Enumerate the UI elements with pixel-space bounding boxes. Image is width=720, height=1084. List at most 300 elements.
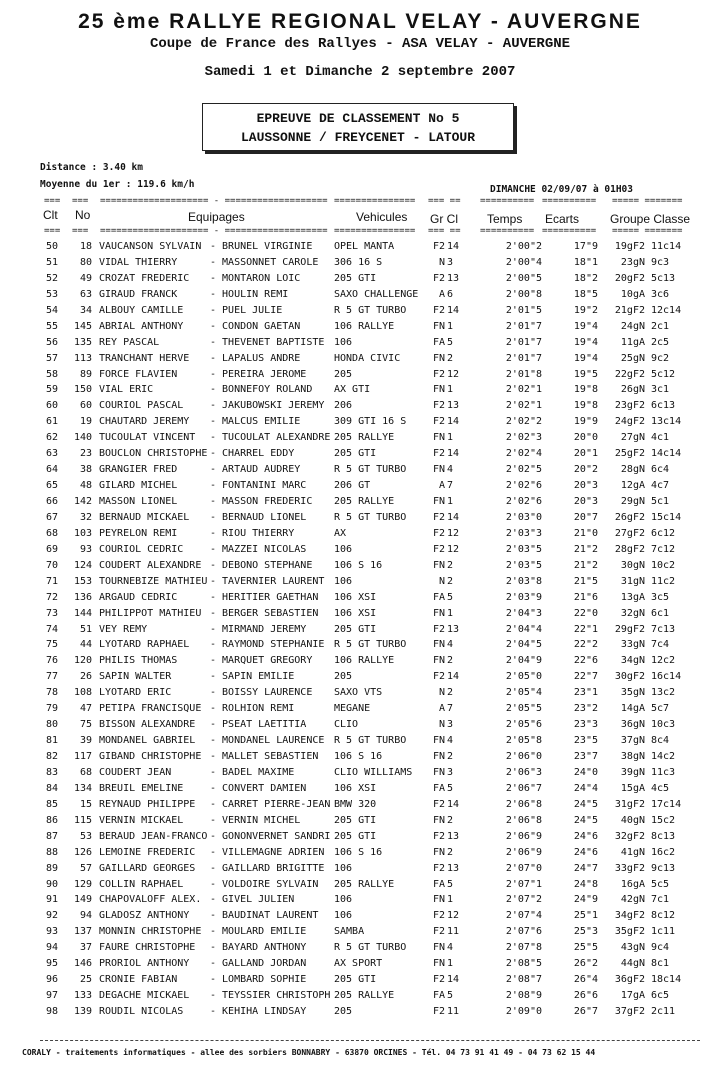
class-rank: 6c1	[651, 607, 670, 619]
class: 14	[447, 511, 460, 523]
class-rank: 4c7	[651, 480, 670, 492]
rank: 50	[46, 241, 59, 252]
rank: 87	[46, 830, 59, 842]
driver-name: CROZAT FREDERIC	[99, 272, 190, 284]
table-row	[0, 798, 720, 814]
gap-to-leader: 20"7	[573, 511, 598, 523]
gap-to-leader: 24"4	[573, 782, 598, 794]
class-rank: 5c13	[651, 272, 676, 284]
class-rank: 3c1	[651, 384, 670, 396]
driver-name: PEYRELON REMI	[99, 527, 178, 539]
group: FA	[432, 990, 445, 1002]
group-rank: 34gN	[620, 655, 645, 667]
class-rank: 9c4	[651, 942, 670, 954]
underline-time-2: ==========	[480, 226, 535, 236]
car-number: 124	[73, 559, 92, 571]
car-number: 120	[73, 655, 92, 667]
class-rank: 9c2	[651, 352, 670, 364]
stage-number: EPREUVE DE CLASSEMENT No 5	[256, 111, 460, 126]
table-row	[0, 256, 720, 272]
underline-clt-2: ===	[44, 226, 61, 236]
driver-name: BOUCLON CHRISTOPHE	[99, 448, 208, 460]
car-number: 134	[73, 782, 92, 794]
car-number: 47	[79, 703, 92, 715]
stage-distance: Distance : 3.40 km	[40, 162, 143, 173]
table-row	[0, 925, 720, 941]
table-row	[0, 543, 720, 559]
class: 3	[447, 719, 454, 731]
driver-name: FORCE FLAVIEN	[99, 368, 178, 380]
table-row	[0, 607, 720, 623]
driver-name: BISSON ALEXANDRE	[99, 719, 196, 731]
group: F2	[432, 798, 445, 810]
gap-to-leader: 18"1	[573, 256, 598, 268]
rank: 62	[46, 432, 59, 444]
driver-name: GRANGIER FRED	[99, 464, 178, 476]
gap-to-leader: 24"6	[573, 846, 598, 858]
table-row	[0, 766, 720, 782]
vehicle: 106 S 16	[334, 559, 383, 571]
gap-to-leader: 22"2	[573, 639, 598, 651]
gap-to-leader: 20"2	[573, 464, 598, 476]
driver-name: VAUCANSON SYLVAIN	[99, 241, 202, 252]
class: 11	[447, 1006, 460, 1017]
codriver-name: - GALLAND JORDAN	[210, 958, 307, 970]
rank: 52	[46, 272, 59, 284]
car-number: 48	[79, 480, 92, 492]
car-number: 89	[79, 368, 92, 380]
codriver-name: - MOULARD EMILIE	[210, 926, 307, 938]
gap-to-leader: 25"3	[573, 926, 598, 938]
car-number: 144	[73, 607, 92, 619]
group: FN	[432, 639, 445, 651]
class: 5	[447, 591, 454, 603]
driver-name: GLADOSZ ANTHONY	[99, 910, 190, 922]
driver-name: LEMOINE FREDERIC	[99, 846, 196, 858]
group-rank: 31gN	[620, 575, 645, 587]
driver-name: TOURNEBIZE MATHIEU	[99, 575, 208, 587]
stage-time: 2'06"0	[505, 751, 542, 762]
group-rank: 14gA	[620, 703, 645, 715]
gap-to-leader: 22"7	[573, 671, 598, 683]
rank: 66	[46, 496, 59, 507]
results-table	[0, 240, 720, 1021]
vehicle: R 5 GT TURBO	[334, 464, 407, 476]
car-number: 49	[79, 272, 92, 284]
rank: 77	[46, 671, 59, 683]
gap-to-leader: 23"1	[573, 687, 598, 699]
stage-time: 2'03"3	[505, 527, 542, 539]
vehicle: SAXO VTS	[334, 687, 383, 699]
class: 4	[447, 942, 454, 954]
group: F2	[432, 368, 445, 380]
group: FA	[432, 336, 445, 348]
rank: 69	[46, 543, 59, 555]
vehicle: CLIO	[334, 719, 359, 731]
car-number: 57	[79, 862, 92, 874]
group-rank: 12gA	[620, 480, 645, 492]
group-rank: 35gN	[620, 687, 645, 699]
group-rank: 19gF2	[614, 241, 645, 252]
rank: 91	[46, 894, 59, 906]
gap-to-leader: 26"2	[573, 958, 598, 970]
rank: 82	[46, 751, 59, 762]
class: 4	[447, 464, 454, 476]
group-rank: 16gA	[620, 878, 645, 890]
group-rank: 23gN	[620, 256, 645, 268]
stage-time: 2'00"2	[505, 241, 542, 252]
group-rank: 40gN	[620, 814, 645, 826]
stage-time: 2'04"4	[505, 623, 542, 635]
stage-time: 2'03"5	[505, 559, 542, 571]
group: F2	[432, 974, 445, 986]
class: 12	[447, 543, 460, 555]
codriver-name: - BERGER SEBASTIEN	[210, 607, 319, 619]
class: 6	[447, 288, 454, 300]
stage-time: 2'06"9	[505, 830, 542, 842]
vehicle: 106	[334, 894, 353, 906]
car-number: 75	[79, 719, 92, 731]
car-number: 146	[73, 958, 92, 970]
group: F2	[432, 862, 445, 874]
group-rank: 22gF2	[614, 368, 645, 380]
driver-name: TRANCHANT HERVE	[99, 352, 190, 364]
class: 14	[447, 448, 460, 460]
stage-time: 2'05"5	[505, 703, 542, 715]
class-rank: 13c2	[651, 687, 676, 699]
group-rank: 36gF2	[614, 974, 645, 986]
class-rank: 17c14	[651, 798, 682, 810]
table-row	[0, 352, 720, 368]
group-rank: 13gA	[620, 591, 645, 603]
group: A	[438, 288, 445, 300]
stage-time: 2'07"1	[505, 878, 542, 890]
car-number: 63	[79, 288, 92, 300]
vehicle: AX SPORT	[334, 958, 383, 970]
codriver-name: - SAPIN EMILIE	[210, 671, 295, 683]
group: N	[438, 687, 445, 699]
class: 2	[447, 352, 454, 364]
codriver-name: - ROLHION REMI	[210, 703, 295, 715]
class: 3	[447, 256, 454, 268]
stage-box	[202, 103, 514, 151]
vehicle: 206 GT	[334, 480, 371, 492]
class: 11	[447, 926, 460, 938]
stage-time: 2'05"4	[505, 687, 542, 699]
table-row	[0, 240, 720, 256]
gap-to-leader: 20"0	[573, 432, 598, 444]
vehicle: BMW 320	[334, 798, 377, 810]
table-row	[0, 718, 720, 734]
group: F2	[432, 527, 445, 539]
header-time: Temps	[487, 212, 523, 226]
gap-to-leader: 18"5	[573, 288, 598, 300]
driver-name: LYOTARD RAPHAEL	[99, 639, 190, 651]
codriver-name: - PEREIRA JEROME	[210, 368, 307, 380]
gap-to-leader: 21"5	[573, 575, 598, 587]
codriver-name: - CONVERT DAMIEN	[210, 782, 307, 794]
gap-to-leader: 21"2	[573, 543, 598, 555]
codriver-name: - BERNAUD LIONEL	[210, 511, 307, 523]
vehicle: R 5 GT TURBO	[334, 639, 407, 651]
stage-time: 2'02"6	[505, 480, 542, 492]
car-number: 117	[73, 751, 92, 762]
group: N	[438, 575, 445, 587]
rank: 72	[46, 591, 59, 603]
class: 5	[447, 990, 454, 1002]
class: 2	[447, 751, 454, 762]
codriver-name: - GONONVERNET SANDRI	[210, 830, 331, 842]
table-row	[0, 368, 720, 384]
codriver-name: - VERNIN MICHEL	[210, 814, 301, 826]
class-rank: 18c14	[651, 974, 682, 986]
gap-to-leader: 19"5	[573, 368, 598, 380]
car-number: 15	[79, 798, 92, 810]
class-rank: 4c5	[651, 782, 670, 794]
group: FN	[432, 496, 445, 507]
car-number: 68	[79, 766, 92, 778]
group: FN	[432, 655, 445, 667]
table-row	[0, 670, 720, 686]
car-number: 108	[73, 687, 92, 699]
group: F2	[432, 543, 445, 555]
class-rank: 3c5	[651, 591, 670, 603]
group: FN	[432, 320, 445, 332]
vehicle: 205 RALLYE	[334, 878, 395, 890]
class: 14	[447, 974, 460, 986]
class: 13	[447, 400, 460, 412]
driver-name: COURIOL CEDRIC	[99, 543, 184, 555]
table-row	[0, 447, 720, 463]
group-rank: 27gF2	[614, 527, 645, 539]
table-row	[0, 638, 720, 654]
class: 3	[447, 766, 454, 778]
rank: 74	[46, 623, 59, 635]
group: FN	[432, 464, 445, 476]
stage-time: 2'06"8	[505, 798, 542, 810]
rank: 86	[46, 814, 59, 826]
vehicle: 205	[334, 671, 353, 683]
driver-name: VIAL ERIC	[99, 384, 154, 396]
header-crews: Equipages	[188, 210, 245, 224]
car-number: 39	[79, 735, 92, 747]
class-rank: 13c14	[651, 416, 682, 428]
gap-to-leader: 19"4	[573, 336, 598, 348]
codriver-name: - PSEAT LAETITIA	[210, 719, 307, 731]
driver-name: GIBAND CHRISTOPHE	[99, 751, 202, 762]
rank: 96	[46, 974, 59, 986]
codriver-name: - BAUDINAT LAURENT	[210, 910, 319, 922]
gap-to-leader: 21"2	[573, 559, 598, 571]
gap-to-leader: 20"1	[573, 448, 598, 460]
driver-name: VIDAL THIERRY	[99, 256, 178, 268]
group: FN	[432, 846, 445, 858]
class: 5	[447, 878, 454, 890]
stage-time: 2'06"9	[505, 846, 542, 858]
class-rank: 15c14	[651, 511, 682, 523]
group: FA	[432, 878, 445, 890]
driver-name: MONNIN CHRISTOPHE	[99, 926, 202, 938]
underline-grcl: === ==	[428, 196, 461, 206]
event-dates: Samedi 1 et Dimanche 2 septembre 2007	[204, 64, 516, 80]
group: F2	[432, 511, 445, 523]
rank: 53	[46, 288, 59, 300]
vehicle: 106	[334, 575, 353, 587]
vehicle: 106	[334, 543, 353, 555]
driver-name: REY PASCAL	[99, 336, 160, 348]
table-row	[0, 893, 720, 909]
rank: 67	[46, 511, 59, 523]
group-rank: 34gF2	[614, 910, 645, 922]
class: 2	[447, 814, 454, 826]
rank: 97	[46, 990, 59, 1002]
stage-time: 2'02"2	[505, 416, 542, 428]
gap-to-leader: 19"4	[573, 352, 598, 364]
results-timestamp: DIMANCHE 02/09/07 à 01H03	[490, 184, 633, 195]
car-number: 140	[73, 432, 92, 444]
class-rank: 15c2	[651, 814, 676, 826]
group-rank: 26gF2	[614, 511, 645, 523]
driver-name: CRONIE FABIAN	[99, 974, 178, 986]
car-number: 135	[73, 336, 92, 348]
rank: 68	[46, 527, 59, 539]
group: F2	[432, 304, 445, 316]
vehicle: 106	[334, 336, 353, 348]
gap-to-leader: 25"1	[573, 910, 598, 922]
rank: 61	[46, 416, 59, 428]
car-number: 145	[73, 320, 92, 332]
class-rank: 14c2	[651, 751, 676, 762]
gap-to-leader: 18"2	[573, 272, 598, 284]
vehicle: 205 GTI	[334, 448, 377, 460]
stage-time: 2'04"3	[505, 607, 542, 619]
gap-to-leader: 21"0	[573, 527, 598, 539]
vehicle: R 5 GT TURBO	[334, 304, 407, 316]
underline-clt: ===	[44, 196, 61, 206]
group: FN	[432, 894, 445, 906]
group: FN	[432, 384, 445, 396]
class-rank: 16c14	[651, 671, 682, 683]
class: 2	[447, 655, 454, 667]
driver-name: DEGACHE MICKAEL	[99, 990, 190, 1002]
codriver-name: - FONTANINI MARC	[210, 480, 307, 492]
class: 2	[447, 687, 454, 699]
class: 1	[447, 432, 454, 444]
group: N	[438, 719, 445, 731]
rank: 75	[46, 639, 59, 651]
class: 14	[447, 416, 460, 428]
stage-time: 2'01"7	[505, 336, 542, 348]
stage-time: 2'08"5	[505, 958, 542, 970]
table-row	[0, 399, 720, 415]
group: FN	[432, 559, 445, 571]
codriver-name: - VILLEMAGNE ADRIEN	[210, 846, 325, 858]
class-rank: 7c12	[651, 543, 676, 555]
stage-time: 2'02"6	[505, 496, 542, 507]
vehicle: 309 GTI 16 S	[334, 416, 407, 428]
group-rank: 24gN	[620, 320, 645, 332]
table-row	[0, 431, 720, 447]
class-rank: 1c11	[651, 926, 676, 938]
class-rank: 5c7	[651, 703, 670, 715]
footer-divider	[40, 1040, 700, 1041]
table-row	[0, 320, 720, 336]
gap-to-leader: 21"6	[573, 591, 598, 603]
car-number: 44	[79, 639, 92, 651]
group: F2	[432, 416, 445, 428]
codriver-name: - LAPALUS ANDRE	[210, 352, 301, 364]
header-gr-cl: Gr Cl	[430, 212, 458, 226]
class: 1	[447, 607, 454, 619]
rank: 89	[46, 862, 59, 874]
car-number: 19	[79, 416, 92, 428]
group: FN	[432, 814, 445, 826]
stage-time: 2'02"4	[505, 448, 542, 460]
rank: 92	[46, 910, 59, 922]
codriver-name: - BOISSY LAURENCE	[210, 687, 313, 699]
driver-name: CHAPOVALOFF ALEX.	[99, 894, 202, 906]
group-rank: 24gF2	[614, 416, 645, 428]
rank: 94	[46, 942, 59, 954]
table-row	[0, 957, 720, 973]
underline-gap-2: ==========	[542, 226, 597, 236]
vehicle: 106 S 16	[334, 846, 383, 858]
codriver-name: - CHARREL EDDY	[210, 448, 295, 460]
driver-name: PHILIPPOT MATHIEU	[99, 607, 202, 619]
stage-time: 2'05"6	[505, 719, 542, 731]
class-rank: 3c6	[651, 288, 670, 300]
stage-time: 2'03"8	[505, 575, 542, 587]
rank: 71	[46, 575, 59, 587]
vehicle: 205 RALLYE	[334, 496, 395, 507]
table-row	[0, 336, 720, 352]
table-row	[0, 846, 720, 862]
car-number: 25	[79, 974, 92, 986]
group: F2	[432, 671, 445, 683]
header-gap: Ecarts	[545, 212, 580, 226]
group-rank: 44gN	[620, 958, 645, 970]
class-rank: 8c12	[651, 910, 676, 922]
codriver-name: - BRUNEL VIRGINIE	[210, 241, 313, 252]
car-number: 103	[73, 527, 92, 539]
codriver-name: - DEBONO STEPHANE	[210, 559, 313, 571]
car-number: 115	[73, 814, 92, 826]
class: 13	[447, 623, 460, 635]
car-number: 26	[79, 671, 92, 683]
group: F2	[432, 272, 445, 284]
group-rank: 17gA	[620, 990, 645, 1002]
car-number: 34	[79, 304, 92, 316]
table-row	[0, 623, 720, 639]
stage-time: 2'02"5	[505, 464, 542, 476]
class: 4	[447, 735, 454, 747]
group: FN	[432, 751, 445, 762]
event-title: 25 ème RALLYE REGIONAL VELAY - AUVERGNE	[78, 10, 642, 33]
gap-to-leader: 23"2	[573, 703, 598, 715]
driver-name: COURIOL PASCAL	[99, 400, 184, 412]
group-rank: 10gA	[620, 288, 645, 300]
gap-to-leader: 22"1	[573, 623, 598, 635]
car-number: 51	[79, 623, 92, 635]
class-rank: 10c3	[651, 719, 676, 731]
group: FN	[432, 432, 445, 444]
driver-name: COUDERT ALEXANDRE	[99, 559, 202, 571]
class: 5	[447, 782, 454, 794]
vehicle: SAMBA	[334, 926, 365, 938]
table-row	[0, 782, 720, 798]
class: 14	[447, 241, 460, 252]
rank: 56	[46, 336, 59, 348]
